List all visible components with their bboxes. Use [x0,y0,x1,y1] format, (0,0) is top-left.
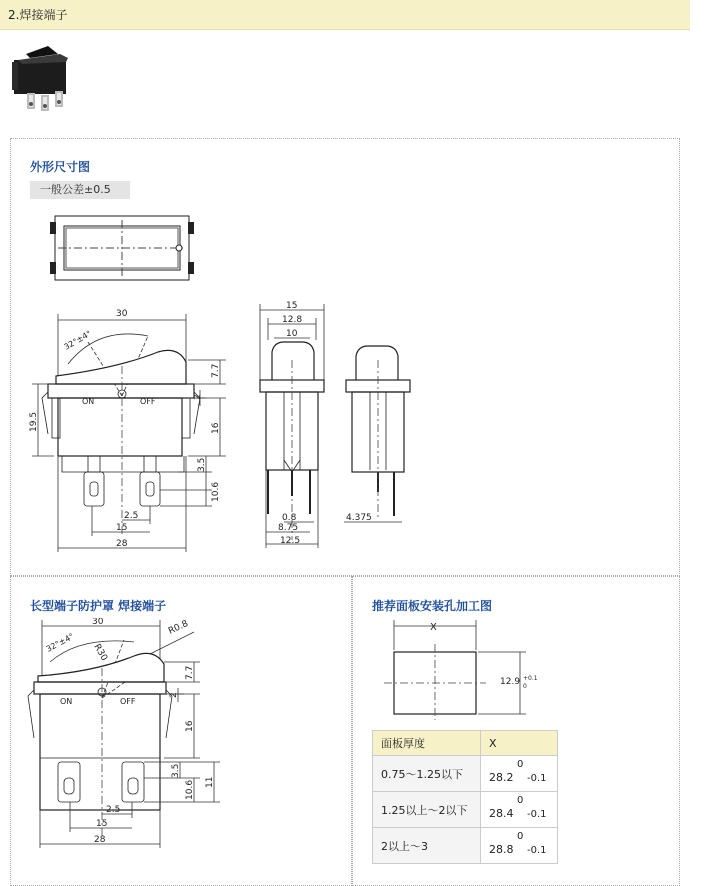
x-main: 28.4 [489,807,514,820]
header-thickness: 面板厚度 [373,731,481,756]
dim-11-b: 11 [205,776,215,788]
dim-30: 30 [116,309,128,319]
dim-2-5-b: 2.5 [106,805,121,815]
dim-8-75: 8.75 [278,523,299,533]
panel-thickness-table [372,730,558,864]
x-main: 28.2 [489,771,514,784]
x-upper: 0 [517,795,524,806]
table-row [373,828,558,864]
dim-2-5: 2.5 [124,511,139,521]
x-lower: -0.1 [527,773,547,784]
cell-thickness: 0.75～1.25以下 [373,756,481,792]
dim-4-375: 4.375 [346,513,372,523]
dim-12-9-upper: +0.1 [523,675,538,682]
cell-x [481,792,558,828]
front-view-drawing [28,306,238,556]
dim-10-6-b: 10.6 [185,779,195,800]
x-upper: 0 [517,759,524,770]
dim-12-5: 12.5 [280,536,301,546]
dim-30-b: 30 [92,618,104,627]
section1-title: 外形尺寸图 [30,160,91,174]
dim-16-b: 16 [185,720,195,732]
dim-2-b: 2 [169,692,179,698]
dim-angle-b: 32°±4° [44,631,76,654]
table-row [373,756,558,792]
cell-x [481,756,558,792]
cell-thickness: 1.25以上～2以下 [373,792,481,828]
dim-7-7: 7.7 [211,363,221,378]
label-off-b: OFF [120,697,136,706]
label-on-b: ON [60,697,73,706]
dim-19-5: 19.5 [29,411,39,432]
label-off: OFF [140,397,156,406]
dim-15: 15 [116,523,128,533]
dim-3-5-b: 3.5 [171,763,181,778]
long-terminal-drawing [24,618,230,850]
dim-10: 10 [286,329,298,339]
dim-r30: R30 [91,642,109,663]
dim-15-b: 15 [96,819,108,829]
x-lower: -0.1 [527,845,547,856]
dim-15-side: 15 [286,301,298,311]
dim-28: 28 [116,539,128,549]
dim-7-7-b: 7.7 [185,665,195,680]
dim-16: 16 [211,422,221,434]
dim-10-6: 10.6 [211,481,221,502]
section-header [0,0,690,30]
cell-thickness: 2以上～3 [373,828,481,864]
tolerance-label: 一般公差±0.5 [30,181,130,199]
dim-x: X [430,622,437,633]
product-photo [8,40,78,118]
header-x: X [481,731,558,756]
dim-28-b: 28 [94,835,106,845]
dim-0-8: 0.8 [282,513,297,523]
side-view-drawing [254,300,344,550]
table-header-row [373,731,558,756]
dim-12-9: 12.9 [500,677,521,687]
section-header-title: 2.焊接端子 [8,8,68,22]
dim-12-9-lower: 0 [523,683,527,690]
x-upper: 0 [517,831,524,842]
panel-hole-drawing [380,614,550,724]
top-view-drawing [50,214,195,284]
dim-angle: 32°±4° [62,328,93,352]
section3-title: 推荐面板安装孔加工图 [372,599,493,613]
cell-x [481,828,558,864]
x-lower: -0.1 [527,809,547,820]
x-main: 28.8 [489,843,514,856]
label-on: ON [82,397,95,406]
dim-2: 2 [193,394,203,400]
table-row [373,792,558,828]
dim-12-8: 12.8 [282,315,303,325]
dim-3-5: 3.5 [197,457,207,472]
dim-r0-8: R0.8 [167,618,190,637]
section2-title: 长型端子防护罩 焊接端子 [30,599,167,613]
side-view-variant-drawing [342,340,422,530]
